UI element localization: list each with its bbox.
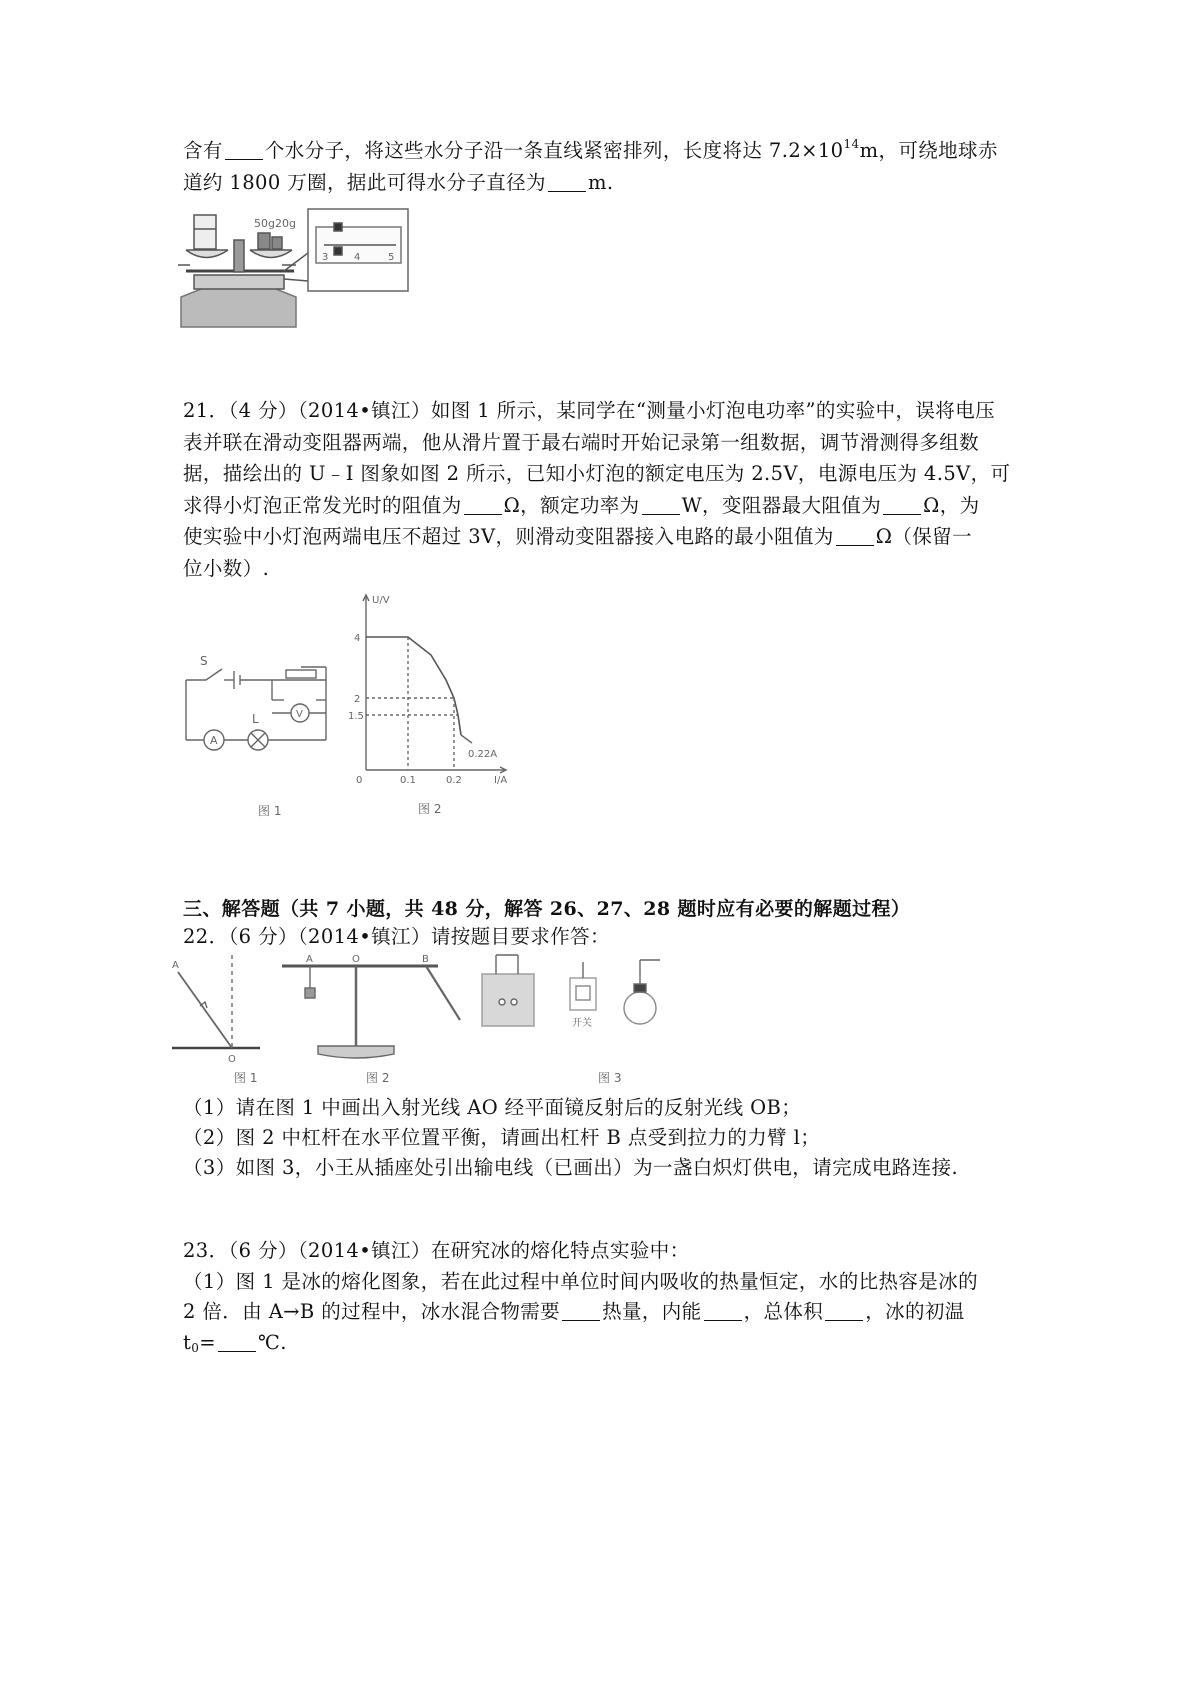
q22-item-3: （3）如图 3，小王从插座处引出输电线（已画出）为一盏白炽灯供电，请完成电路连接. — [183, 1156, 959, 1179]
q20-line1-c: m，可绕地球赤 — [859, 139, 998, 162]
lever-point-o: O — [352, 954, 360, 965]
q20-line1-a: 含有 — [183, 139, 223, 162]
q22-fig3-caption: 图 3 — [598, 1071, 622, 1085]
q23-equals: = — [199, 1330, 217, 1354]
voltmeter-label: V — [296, 709, 303, 720]
q23-line2-c: ，总体积 — [743, 1300, 824, 1323]
scale-tick-4: 4 — [354, 252, 361, 263]
q21-line4-c: W，变阻器最大阻值为 — [681, 493, 882, 517]
q21-line-3: 据，描绘出的 U﹣I 图象如图 2 所示，已知小灯泡的额定电压为 2.5V，电源电压为 4.5V，可 — [183, 462, 1011, 485]
q22-items — [183, 1093, 1043, 1183]
q23-text — [183, 1236, 1043, 1358]
q21-line4-b: Ω，额定功率为 — [503, 493, 640, 517]
answer-blank — [836, 525, 874, 546]
q21-line5-b: Ω（保留一 — [875, 525, 972, 548]
y-tick-2: 2 — [354, 694, 361, 705]
weights-label: 50g20g — [254, 217, 296, 230]
answer-blank — [704, 1300, 742, 1321]
section-heading: 三、解答题（共 7 小题，共 48 分，解答 26、27、28 题时应有必要的解题过程） — [183, 898, 911, 920]
y-tick-4: 4 — [354, 633, 361, 644]
q21-line-5 — [183, 521, 1043, 553]
answer-blank — [883, 494, 921, 515]
q23-intro: 23．（6 分）（2014•镇江）在研究冰的熔化特点实验中： — [183, 1239, 690, 1262]
point-o-label: O — [228, 1054, 236, 1065]
q20-line-1 — [183, 135, 1043, 167]
answer-blank — [464, 494, 502, 515]
q20-line-2 — [183, 167, 1043, 199]
ammeter-label: A — [210, 734, 218, 747]
q23-line2-d: ，冰的初温 — [865, 1300, 965, 1323]
q20-line2-a: 道约 1800 万圈，据此可得水分子直径为 — [183, 171, 546, 194]
q21-line-2: 表并联在滑动变阻器两端，他从滑片置于最右端时开始记录第一组数据，调节滑测得多组数 — [183, 430, 980, 454]
switch-label: S — [200, 654, 208, 668]
answer-blank — [825, 1300, 863, 1321]
q23-t-symbol: t — [183, 1330, 192, 1354]
current-annotation: 0.22A — [468, 749, 498, 760]
answer-blank — [218, 1331, 256, 1352]
q23-line2-b: 热量，内能 — [602, 1300, 702, 1323]
x-axis-label: I/A — [494, 775, 508, 786]
q23-line-3 — [183, 1328, 1043, 1359]
q23-line2-a: 2 倍．由 A→B 的过程中，冰水混合物需要 — [183, 1300, 561, 1323]
q21-line4-a: 求得小灯泡正常发光时的阻值为 — [183, 493, 462, 517]
q21-text — [183, 395, 1043, 584]
q23-unit: ℃. — [258, 1330, 287, 1354]
balance-figure — [176, 205, 411, 330]
q20-exponent: 14 — [843, 137, 860, 151]
fig1-caption: 图 1 — [258, 804, 282, 818]
q22-fig1-caption: 图 1 — [234, 1071, 258, 1085]
scale-tick-3: 3 — [322, 252, 329, 263]
q21-line5-a: 使实验中小灯泡两端电压不超过 3V，则滑动变阻器接入电路的最小阻值为 — [183, 525, 834, 548]
q21-line4-d: Ω，为 — [923, 493, 980, 517]
x-tick-0-2: 0.2 — [446, 775, 462, 786]
circuit-and-graph-figure — [176, 585, 516, 830]
x-tick-0-1: 0.1 — [400, 775, 416, 786]
q21-line-1: 21．（4 分）（2014•镇江）如图 1 所示，某同学在“测量小灯泡电功率”的实验中，误将电压 — [183, 399, 995, 422]
q20-line2-b: m. — [587, 171, 614, 194]
point-a-label: A — [172, 960, 179, 971]
y-axis-label: U/V — [372, 595, 390, 606]
q20-text — [183, 135, 1043, 199]
q20-line1-b: 个水分子，将这些水分子沿一条直线紧密排列，长度将达 7.2×10 — [264, 139, 844, 162]
q22-item-2: （2）图 2 中杠杆在水平位置平衡，请画出杠杆 B 点受到拉力的力臂 l； — [183, 1126, 821, 1149]
answer-blank — [562, 1300, 600, 1321]
answer-blank — [642, 494, 680, 515]
q22-item-1: （1）请在图 1 中画出入射光线 AO 经平面镜反射后的反射光线 OB； — [183, 1096, 802, 1119]
q23-line-2 — [183, 1297, 1043, 1328]
y-tick-1-5: 1.5 — [348, 711, 364, 722]
q22-fig2-caption: 图 2 — [366, 1071, 390, 1085]
switch-caption: 开关 — [572, 1018, 592, 1029]
scale-tick-5: 5 — [388, 252, 395, 263]
answer-blank — [548, 171, 586, 192]
q22-intro: 22．（6 分）（2014•镇江）请按题目要求作答： — [183, 925, 610, 948]
answer-blank — [225, 139, 263, 160]
q22-figures — [170, 950, 690, 1090]
x-tick-0: 0 — [356, 775, 363, 786]
q23-t-subscript: 0 — [191, 1340, 200, 1355]
lever-point-a: A — [306, 954, 313, 965]
q21-line-6: 位小数）. — [183, 556, 270, 580]
q23-line-1: （1）图 1 是冰的熔化图象，若在此过程中单位时间内吸收的热量恒定，水的比热容是冰的 — [183, 1269, 979, 1293]
lamp-label: L — [252, 712, 259, 726]
q21-line-4 — [183, 490, 1043, 522]
lever-point-b: B — [422, 954, 429, 965]
fig2-caption: 图 2 — [418, 802, 442, 816]
